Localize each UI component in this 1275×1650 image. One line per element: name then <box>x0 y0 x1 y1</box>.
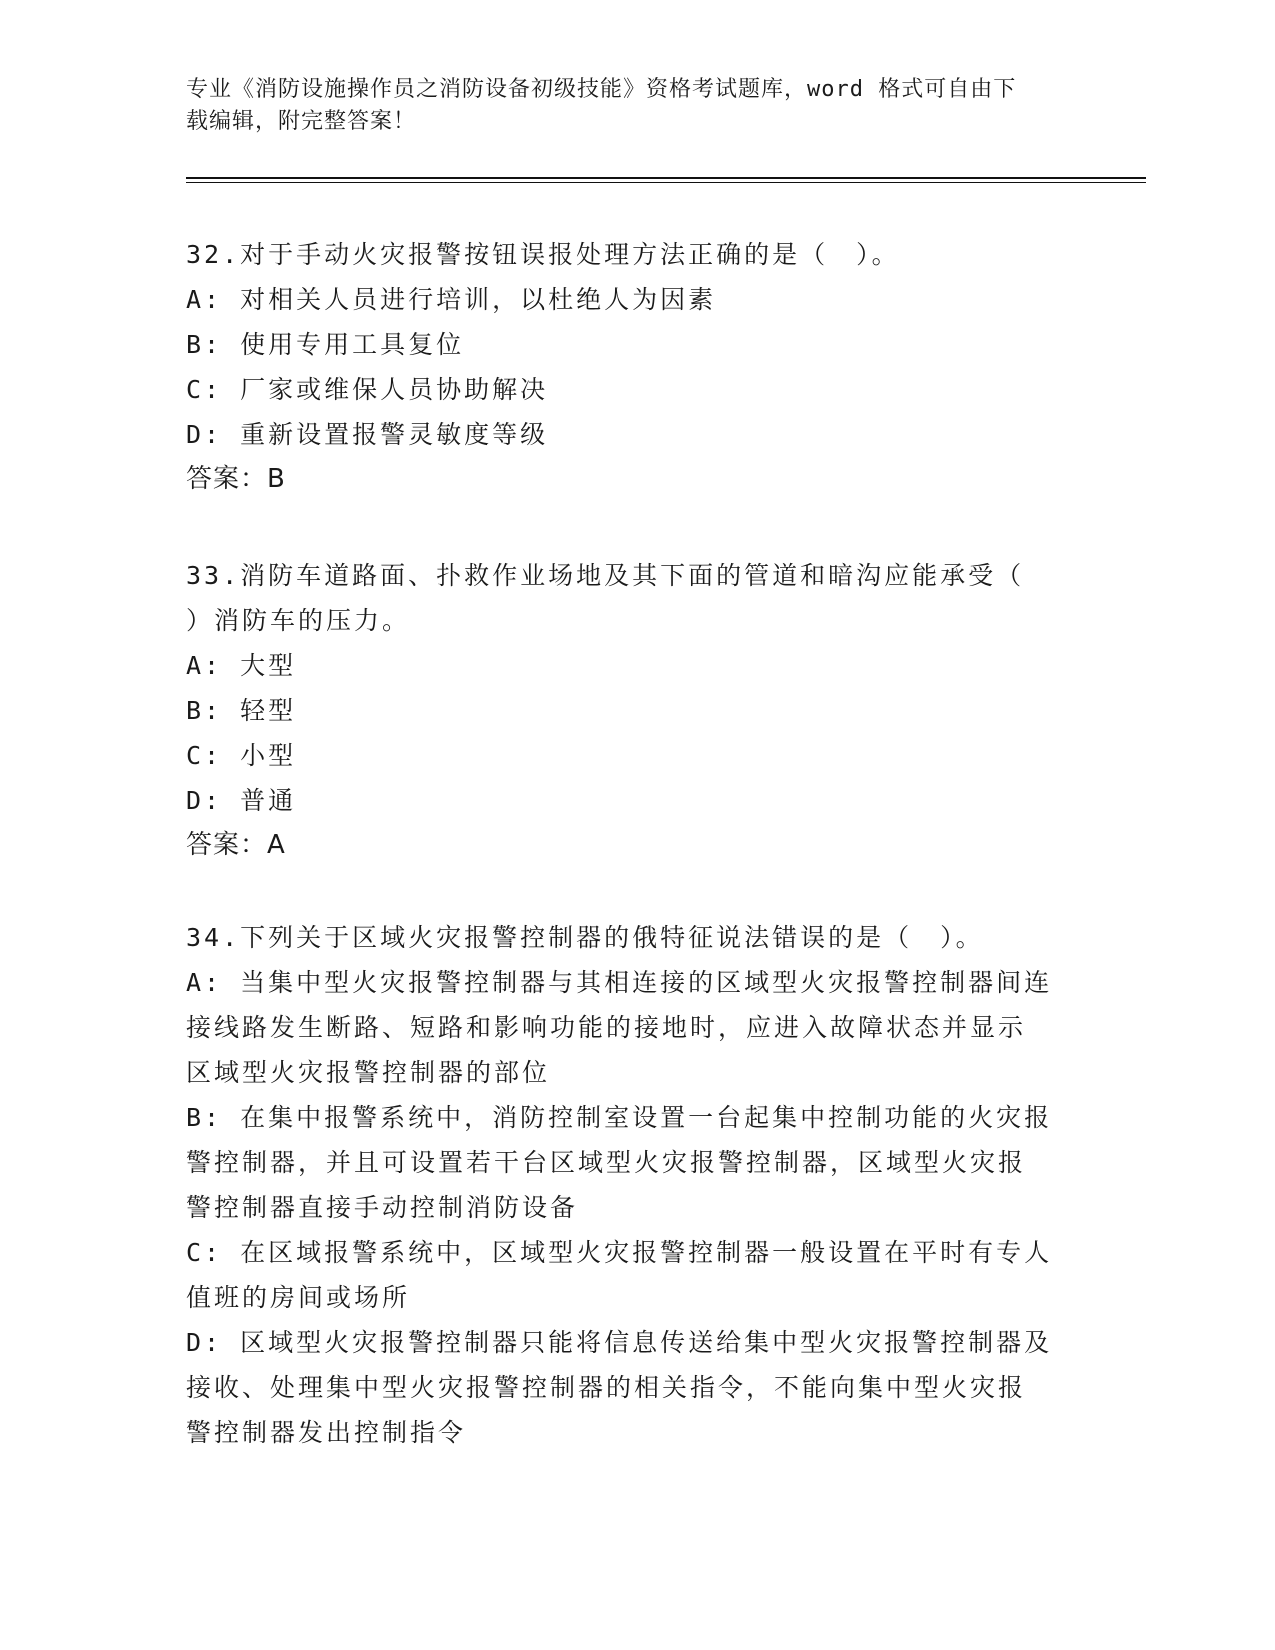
question-33 <box>186 553 1066 868</box>
option-d: D: 重新设置报警灵敏度等级 <box>186 420 549 449</box>
option-d-line-1: D: 区域型火灾报警控制器只能将信息传送给集中型火灾报警控制器及 <box>186 1328 1053 1357</box>
question-stem: 32.对于手动火灾报警按钮误报处理方法正确的是（ ）。 <box>186 240 900 269</box>
question-stem-line-2: ）消防车的压力。 <box>186 606 411 635</box>
option-d: D: 普通 <box>186 786 297 815</box>
option-c: C: 厂家或维保人员协助解决 <box>186 375 549 404</box>
header-line-2: 载编辑，附完整答案！ <box>186 109 417 134</box>
header-line-1: 专业《消防设施操作员之消防设备初级技能》资格考试题库，word 格式可自由下 <box>186 77 1017 102</box>
option-a: A: 大型 <box>186 651 297 680</box>
answer: 答案：A <box>186 830 286 860</box>
option-a-line-2: 接线路发生断路、短路和影响功能的接地时，应进入故障状态并显示 <box>186 1013 1027 1042</box>
answer: 答案：B <box>186 464 286 494</box>
option-a-line-1: A: 当集中型火灾报警控制器与其相连接的区域型火灾报警控制器间连 <box>186 968 1053 997</box>
option-b-line-3: 警控制器直接手动控制消防设备 <box>186 1193 579 1222</box>
option-c-line-2: 值班的房间或场所 <box>186 1283 411 1312</box>
option-c-line-1: C: 在区域报警系统中，区域型火灾报警控制器一般设置在平时有专人 <box>186 1238 1053 1267</box>
option-b-line-2: 警控制器，并且可设置若干台区域型火灾报警控制器，区域型火灾报 <box>186 1148 1027 1177</box>
option-a: A: 对相关人员进行培训，以杜绝人为因素 <box>186 285 717 314</box>
option-d-line-2: 接收、处理集中型火灾报警控制器的相关指令，不能向集中型火灾报 <box>186 1373 1027 1402</box>
question-stem-line-1: 33.消防车道路面、扑救作业场地及其下面的管道和暗沟应能承受（ <box>186 561 1025 590</box>
option-a-line-3: 区域型火灾报警控制器的部位 <box>186 1058 551 1087</box>
option-b: B: 轻型 <box>186 696 297 725</box>
option-c: C: 小型 <box>186 741 297 770</box>
header-divider-thin <box>186 182 1146 183</box>
question-stem: 34.下列关于区域火灾报警控制器的俄特征说法错误的是（ ）。 <box>186 923 984 952</box>
option-b: B: 使用专用工具复位 <box>186 330 465 359</box>
question-32 <box>186 232 1066 502</box>
document-header <box>186 74 1066 138</box>
option-b-line-1: B: 在集中报警系统中，消防控制室设置一台起集中控制功能的火灾报 <box>186 1103 1053 1132</box>
header-divider-thick <box>186 177 1146 179</box>
question-34 <box>186 915 1066 1455</box>
option-d-line-3: 警控制器发出控制指令 <box>186 1418 467 1447</box>
